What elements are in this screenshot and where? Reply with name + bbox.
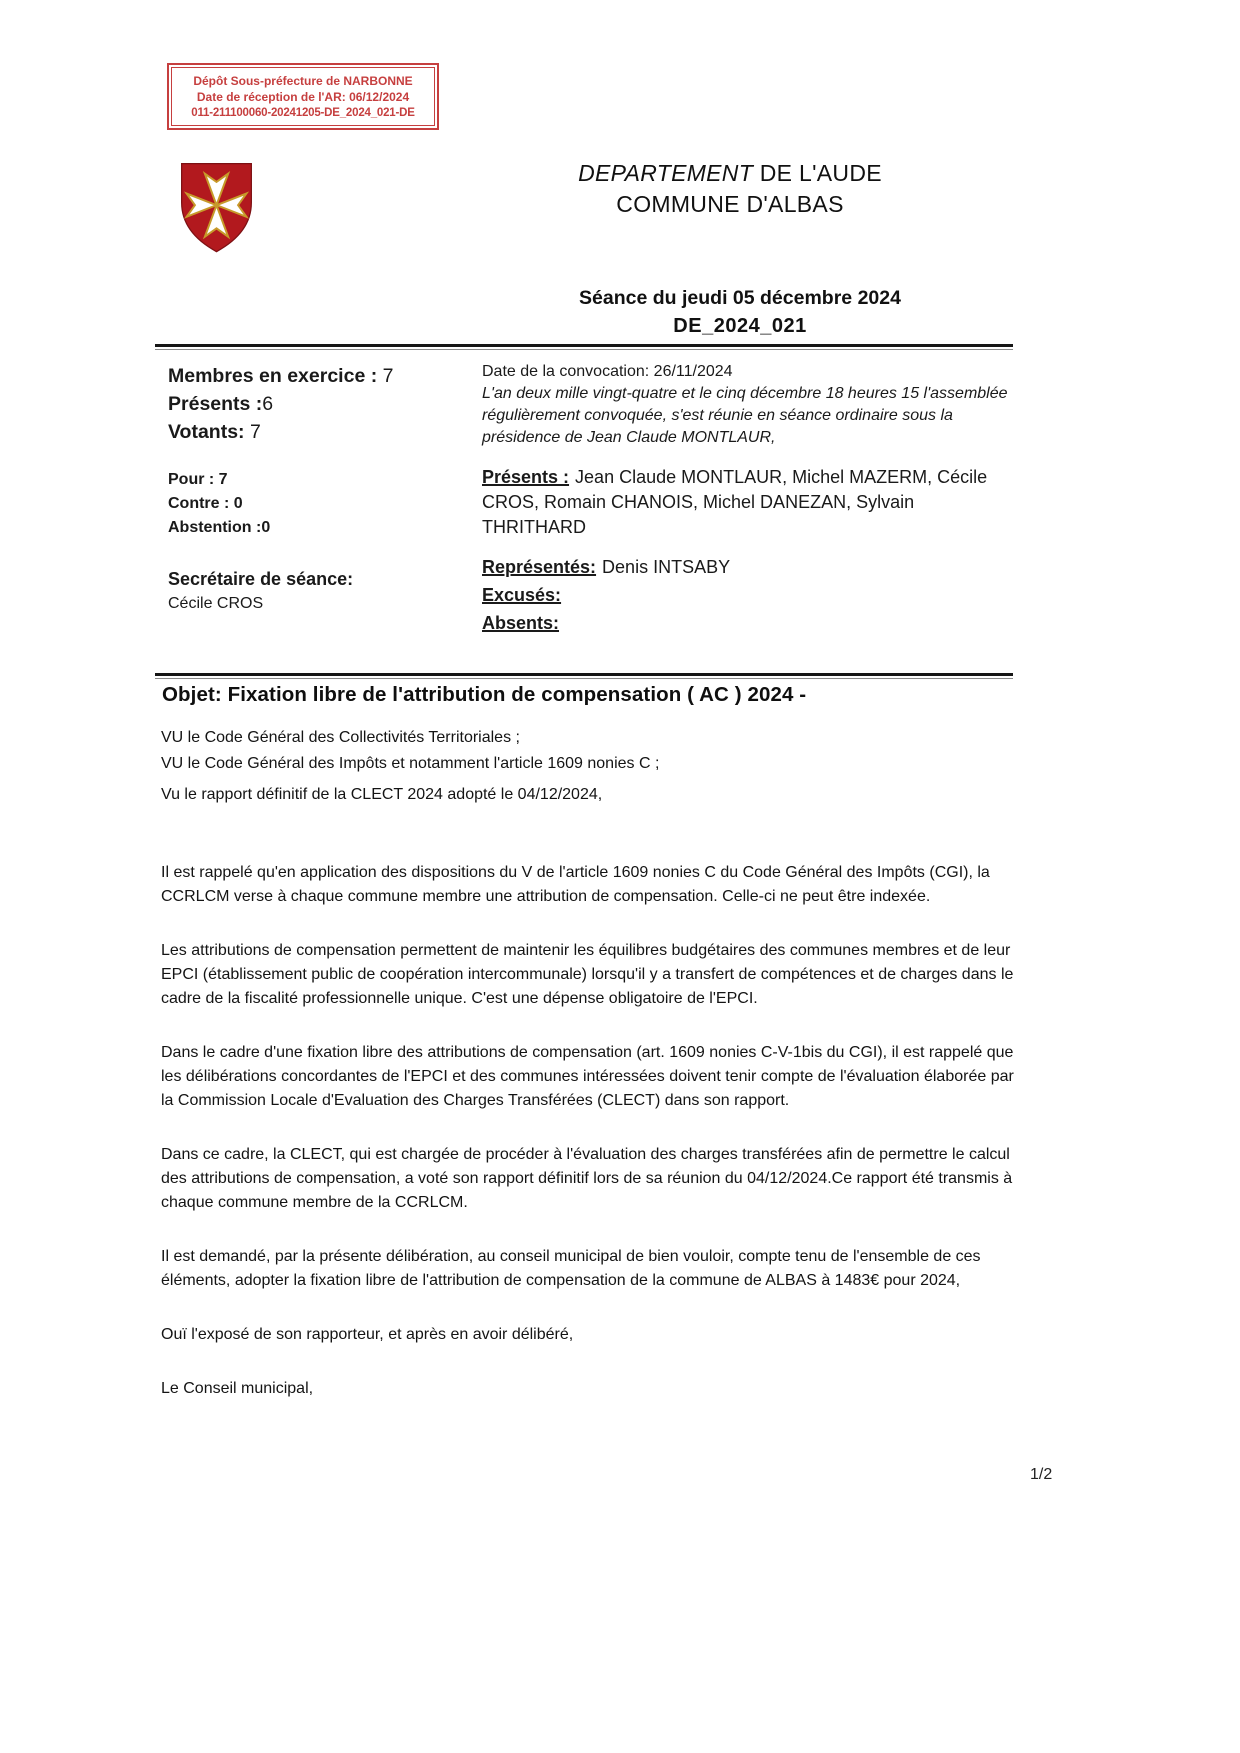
contre-label: Contre : bbox=[168, 495, 234, 512]
pour-label: Pour : bbox=[168, 471, 219, 488]
commune-title: COMMUNE D'ALBAS bbox=[616, 191, 844, 217]
stamp-reception-date: Date de réception de l'AR: 06/12/2024 bbox=[196, 90, 410, 104]
objet-divider-rule bbox=[155, 673, 1013, 679]
session-preamble: L'an deux mille vingt-quatre et le cinq décembre 18 heures 15 l'assemblée régulièrement convoquée, s'est réunie en séance ordinaire sous la présidence de Jean Claude MONTLAUR, bbox=[482, 385, 1008, 446]
vu-line: Vu le rapport définitif de la CLECT 2024 adopté le 04/12/2024, bbox=[161, 786, 603, 803]
document-header bbox=[470, 158, 990, 220]
session-heading bbox=[470, 285, 1010, 340]
pour-value: 7 bbox=[218, 471, 228, 488]
secretaire-label: Secrétaire de séance: bbox=[168, 569, 354, 589]
objet-heading: Objet: Fixation libre de l'attribution de compensation ( AC ) 2024 - bbox=[162, 683, 807, 706]
presents-value: 6 bbox=[262, 393, 274, 415]
contre-value: 0 bbox=[233, 495, 243, 512]
vu-line: VU le Code Général des Impôts et notamment l'article 1609 nonies C ; bbox=[161, 755, 660, 772]
excuses-row bbox=[482, 582, 1019, 609]
top-divider-rule bbox=[155, 344, 1013, 350]
attendance-panel bbox=[482, 361, 1019, 638]
session-date-title: Séance du jeudi 05 décembre 2024 bbox=[579, 287, 901, 309]
presents-list bbox=[482, 465, 1019, 540]
secretaire-name: Cécile CROS bbox=[168, 595, 264, 612]
department-rest: DE L'AUDE bbox=[753, 160, 882, 186]
closing-line: Le Conseil municipal, bbox=[161, 1380, 314, 1397]
closing-line: Ouï l'exposé de son rapporteur, et après en avoir délibéré, bbox=[161, 1326, 574, 1343]
membres-value: 7 bbox=[382, 365, 394, 387]
presents-list-label: Présents : bbox=[482, 467, 570, 487]
presents-label: Présents : bbox=[168, 393, 263, 415]
prefecture-stamp-inner bbox=[171, 67, 435, 126]
department-word: DEPARTEMENT bbox=[578, 160, 754, 186]
pour-row bbox=[168, 468, 468, 492]
representes-label: Représentés: bbox=[482, 557, 597, 577]
convocation-date: Date de la convocation: 26/11/2024 bbox=[482, 363, 733, 380]
representes-names: Denis INTSABY bbox=[602, 557, 731, 577]
excuses-label: Excusés: bbox=[482, 585, 562, 605]
page-number: 1/2 bbox=[1030, 1466, 1053, 1483]
representes-row bbox=[482, 554, 1019, 581]
votants-row bbox=[168, 418, 468, 446]
body-paragraph: Dans le cadre d'une fixation libre des attributions de compensation (art. 1609 nonies C-V-1bis du CGI), il est rappelé que les délibérations concordantes de l'EPCI et des communes intéressées doivent tenir compte de l'évaluation élaborée par la Commission Locale d'Evaluation des Charges Transférées (CLECT) dans son rapport. bbox=[161, 1044, 1014, 1109]
absents-label: Absents: bbox=[482, 613, 560, 633]
stamp-depot-line: Dépôt Sous-préfecture de NARBONNE bbox=[193, 74, 413, 88]
deliberation-body bbox=[161, 726, 1027, 1401]
other-attendance bbox=[482, 554, 1019, 637]
abstention-value: 0 bbox=[261, 519, 271, 536]
presents-list-names: Jean Claude MONTLAUR, Michel MAZERM, Cécile CROS, Romain CHANOIS, Michel DANEZAN, Sylvain THRITHARD bbox=[482, 467, 988, 537]
membres-row bbox=[168, 362, 468, 390]
membres-label: Membres en exercice : bbox=[168, 365, 383, 387]
abstention-label: Abstention : bbox=[168, 519, 262, 536]
body-paragraph: Il est rappelé qu'en application des dispositions du V de l'article 1609 nonies C du Code Général des Impôts (CGI), la CCRLCM verse à chaque commune membre une attribution de compensation. Celle-ci ne peut être indexée. bbox=[161, 864, 990, 905]
vu-line: VU le Code Général des Collectivités Territoriales ; bbox=[161, 729, 520, 746]
votants-value: 7 bbox=[249, 421, 261, 443]
body-paragraph: Les attributions de compensation permettent de maintenir les équilibres budgétaires des communes membres et de leur EPCI (établissement public de coopération intercommunale) lorsqu'il y a transfert de compétences et de charges dans le cadre de la fiscalité professionnelle unique. C'est une dépense obligatoire de l'EPCI. bbox=[161, 942, 1014, 1007]
vote-statistics-panel bbox=[168, 362, 468, 616]
stamp-act-reference: 011-211100060-20241205-DE_2024_021-DE bbox=[191, 107, 415, 119]
prefecture-stamp bbox=[167, 63, 439, 130]
contre-row bbox=[168, 492, 468, 516]
presents-row bbox=[168, 390, 468, 418]
votants-label: Votants: bbox=[168, 421, 250, 443]
body-paragraph: Il est demandé, par la présente délibération, au conseil municipal de bien vouloir, compte tenu de l'ensemble de ces éléments, adopter la fixation libre de l'attribution de compensation de la commune de ALBAS à 1483€ pour 2024, bbox=[161, 1248, 981, 1289]
absents-row bbox=[482, 610, 1019, 637]
commune-coat-of-arms bbox=[175, 157, 258, 255]
deliberation-reference: DE_2024_021 bbox=[673, 315, 807, 337]
department-title bbox=[470, 158, 990, 189]
body-paragraph: Dans ce cadre, la CLECT, qui est chargée de procéder à l'évaluation des charges transférées afin de permettre le calcul des attributions de compensation, a voté son rapport définitif lors de sa réunion du 04/12/2024.Ce rapport été transmis à chaque commune membre de la CCRLCM. bbox=[161, 1146, 1013, 1211]
abstention-row bbox=[168, 516, 468, 540]
